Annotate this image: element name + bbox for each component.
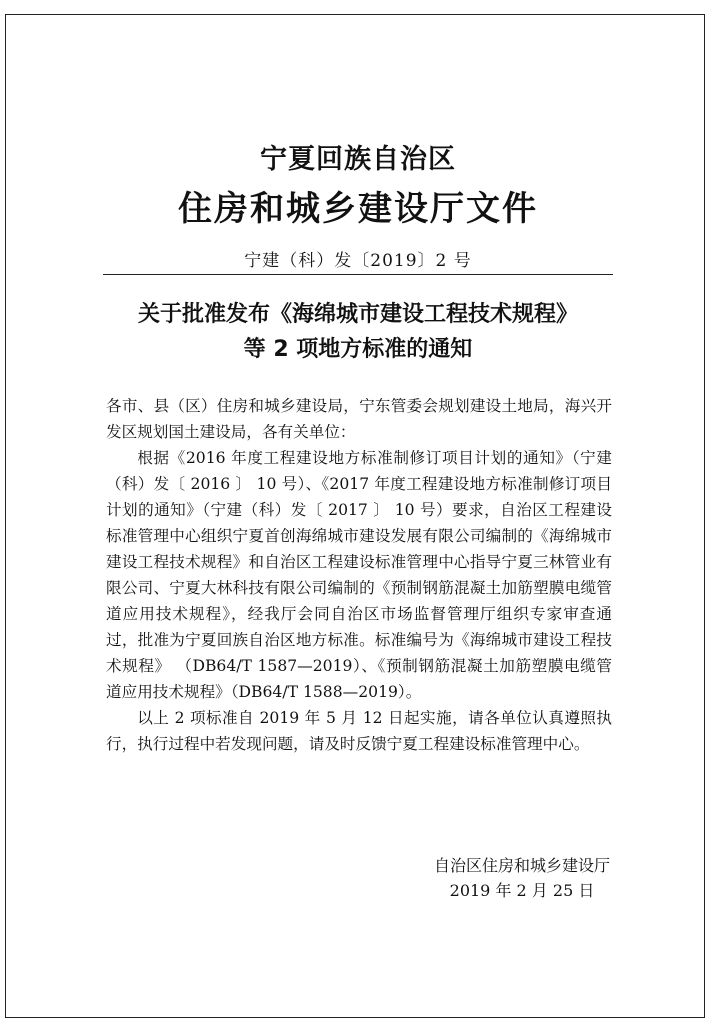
- body-paragraph-2: 以上 2 项标准自 2019 年 5 月 12 日起实施，请各单位认真遵照执行，执行过程中若发现问题，请及时反馈宁夏工程建设标准管理中心。: [106, 709, 612, 753]
- signature-block: [434, 853, 610, 903]
- signature-issuer: 自治区住房和城乡建设厅: [433, 856, 610, 875]
- notice-title-line1: 关于批准发布《海绵城市建设工程技术规程》: [137, 302, 578, 327]
- body-paragraph-1: 根据《2016 年度工程建设地方标准制修订项目计划的通知》（宁建（科）发〔 2016 〕 10 号）、《2017 年度工程建设地方标准制修订项目计划的通知》（宁建（科）发〔 2017 〕 10 号）要求，自治区工程建设标准管理中心组织宁夏首创海绵城市建设发展有限公司编制的《海绵城市建设工程技术规程》和自治区工程建设标准管理中心指导宁夏三林管业有限公司、宁夏大林科技有限公司编制的《预制钢筋混凝土加筋塑膜电缆管道应用技术规程》，经我厅会同自治区市场监督管理厅组织专家审查通过，批准为宁夏回族自治区地方标准。标准编号为《海绵城市建设工程技术规程》 （DB64/T 1587—2019）、《预制钢筋混凝土加筋塑膜电缆管道应用技术规程》（DB64/T 1588—2019）。: [106, 449, 612, 701]
- header-divider: [103, 274, 613, 275]
- notice-title: [0, 297, 716, 367]
- document-number: 宁建（科）发〔2019〕2 号: [244, 251, 472, 271]
- notice-title-line2: 等 2 项地方标准的通知: [243, 337, 473, 362]
- document-header-title: 住房和城乡建设厅文件: [178, 189, 538, 229]
- notice-body: [106, 393, 612, 757]
- signature-date: 2019 年 2 月 25 日: [449, 881, 595, 900]
- recipients: 各市、县（区）住房和城乡建设局，宁东管委会规划建设土地局，海兴开发区规划国土建设局，各有关单位：: [106, 397, 612, 441]
- issuer-region: 宁夏回族自治区: [260, 144, 456, 175]
